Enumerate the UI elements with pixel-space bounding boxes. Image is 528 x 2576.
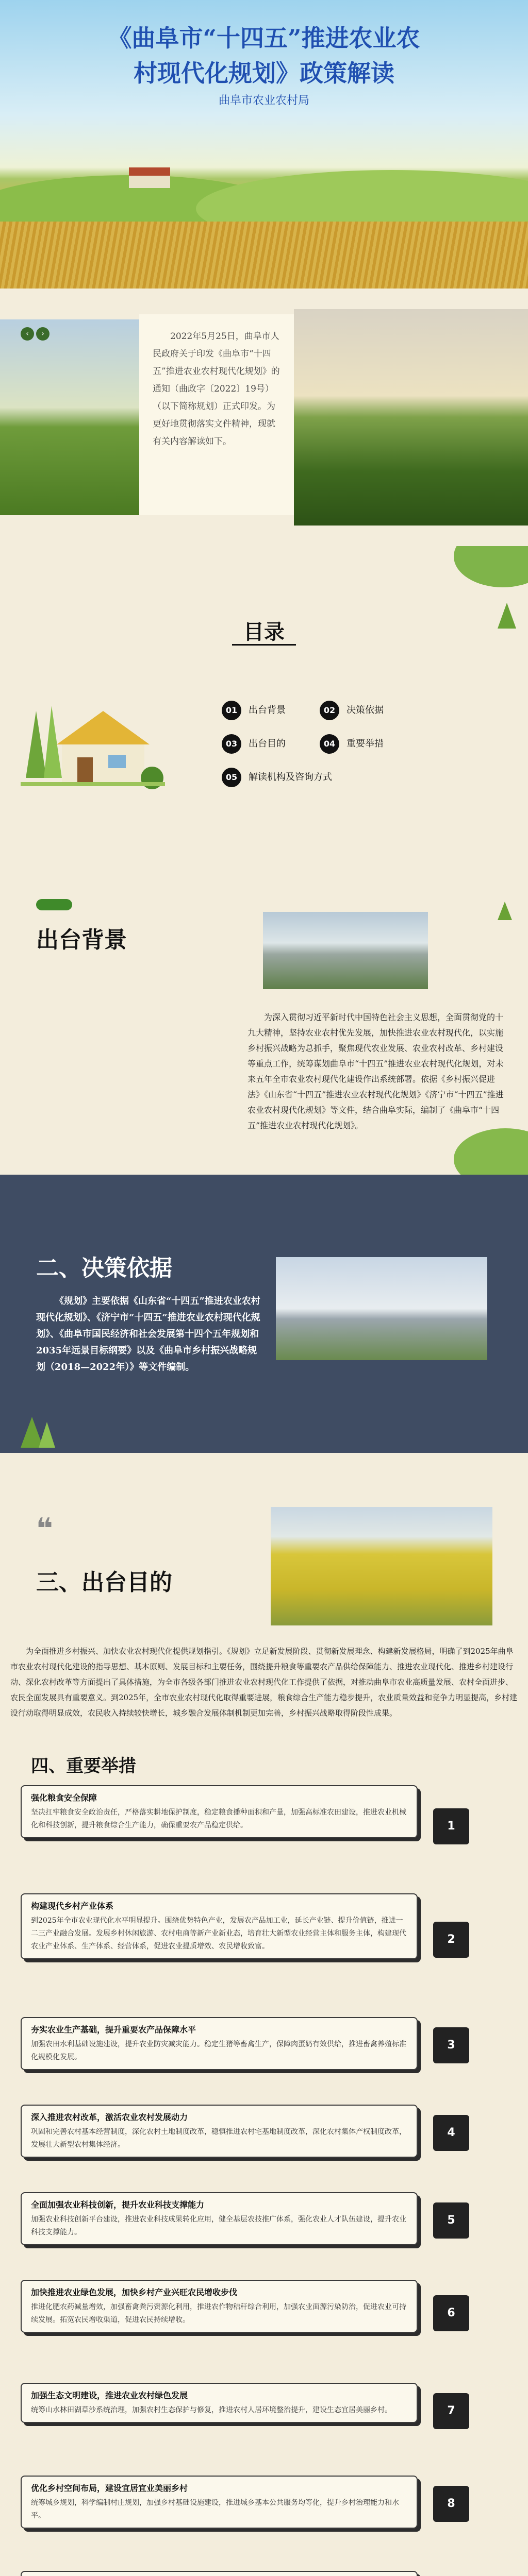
toc-number: 02 [320,701,339,720]
toc-label: 出台目的 [249,738,286,749]
facility-photo [276,1257,487,1360]
toc-item-5[interactable] [222,768,332,787]
section-heading: 二、决策依据 [36,1255,172,1281]
measure-title: 全面加强农业科技创新，提升农业科技支撑能力 [31,2200,205,2210]
measure-card [21,2476,418,2529]
quote-icon: ❝ [36,1512,53,1546]
measure-card [21,2105,418,2158]
measure-card [21,2192,418,2245]
rapeseed-photo [271,1507,492,1625]
background-section [0,840,528,1175]
measure-body: 坚决扛牢粮食安全政治责任，严格落实耕地保护制度，稳定粮食播种面积和产量，加强高标准农田建设，推进农业机械化和科技创新，提升粮食综合生产能力，确保重要农产品稳定供给。 [31,1808,406,1829]
measure-number: 6 [433,2295,469,2331]
measure-title: 加强生态文明建设，推进农业农村绿色发展 [31,2391,188,2400]
purpose-section [0,1453,528,1736]
tree-icon [39,1422,55,1448]
measure-number: 1 [433,1808,469,1844]
barn-illustration [129,167,170,188]
section-tag [36,899,72,910]
house-illustration [21,675,165,799]
measure-card [21,2017,418,2070]
issuer-subtitle: 曲阜市农业农村局 [218,94,309,107]
prev-button[interactable]: ‹ [21,327,34,341]
section-heading: 三、出台目的 [36,1569,172,1596]
section-body: 《规划》主要依据《山东省“十四五”推进农业农村现代化规划》、《济宁市“十四五”推进农业农村现代化规划》、《曲阜市国民经济和社会发展第十四个五年规划和2035年远景目标纲要》以及《曲阜市乡村振兴战略规划（2018—2022年）》等文件编制。 [36,1296,260,1372]
toc-number: 05 [222,768,241,787]
tree-icon [498,902,512,920]
greenhouse-photo [263,912,428,989]
hero-banner [0,0,528,289]
next-button[interactable]: › [36,327,50,341]
toc-number: 01 [222,701,241,720]
section-body: 为深入贯彻习近平新时代中国特色社会主义思想，全面贯彻党的十九大精神，坚持农业农村优先发展，加快推进农业农村现代化，以实施乡村振兴战略为总抓手，聚焦现代农业发展、农业农村改革、乡村建设等重点工作，统筹谋划曲阜市“十四五”推进农业农村现代化规划，对未来五年全市农业农村现代化建设作出系统部署。依据《乡村振兴促进法》《山东省“十四五”推进农业农村现代化规划》《济宁市“十四五”推进农业农村现代化规划》等文件，结合曲阜实际，编制了《曲阜市“十四五”推进农业农村现代化规划》。 [248,1012,504,1130]
field-photo-right [294,309,528,526]
section-heading: 四、重要举措 [31,1756,136,1776]
toc-divider [232,644,296,646]
basis-section [0,1175,528,1453]
hill-decoration [454,546,528,587]
measure-number: 5 [433,2202,469,2239]
toc-label: 出台背景 [249,705,286,716]
measure-title: 加快推进农业绿色发展，加快乡村产业兴旺农民增收步伐 [31,2287,238,2297]
measure-card [21,2280,418,2333]
measure-card [21,1785,418,1838]
measure-title: 优化乡村空间布局，建设宜居宜业美丽乡村 [31,2483,188,2493]
toc-label: 解读机构及咨询方式 [249,772,332,783]
toc-label: 决策依据 [346,705,384,716]
toc-item-2[interactable] [320,701,384,720]
measure-card [21,1893,418,1959]
measure-body: 推进化肥农药减量增效，加强畜禽粪污资源化利用，推进农作物秸秆综合利用，加强农业面源污染防治，促进农业可持续发展。拓宽农民增收渠道，促进农民持续增收。 [31,2303,406,2324]
measure-body: 到2025年全市农业现代化水平明显提升。围绕优势特色产业，发展农产品加工业，延长产业链、提升价值链，推进一二三产业融合发展。发展乡村休闲旅游、农村电商等新产业新业态，培育壮大新型农业经营主体和服务主体，构建现代农业产业体系、生产体系、经营体系，促进农业提质增效、农民增收致富。 [31,1917,406,1951]
measure-number: 2 [433,1922,469,1958]
toc-number: 04 [320,734,339,754]
page-title [31,21,497,91]
measure-title: 强化粮食安全保障 [31,1793,97,1803]
measure-card [21,2383,418,2423]
toc-title: 目录 [243,620,285,644]
section-heading: 出台背景 [36,927,127,953]
measure-number: 8 [433,2486,469,2522]
title-line-2: 村现代化规划》政策解读 [134,59,394,87]
measure-number: 7 [433,2393,469,2429]
toc-item-3[interactable] [222,734,286,754]
toc-item-1[interactable] [222,701,286,720]
measure-card [21,2571,418,2576]
field-photo-left [0,319,139,515]
measures-section [0,1736,528,2576]
intro-text: 2022年5月25日，曲阜市人民政府关于印发《曲阜市“十四五”推进农业农村现代化规划》的通知（曲政字〔2022〕19号）（以下简称规划）正式印发。为更好地贯彻落实文件精神，现就有关内容解读如下。 [139,314,294,515]
measure-number: 3 [433,2027,469,2063]
section-body: 为全面推进乡村振兴、加快农业农村现代化提供规划指引。《规划》立足新发展阶段、贯彻新发展理念、构建新发展格局，明确了到2025年曲阜市农业农村现代化建设的指导思想、基本原则、发展目标和主要任务，围绕提升粮食等重要农产品供给保障能力、推进农业现代化、推进乡村建设行动、深化农村改革等方面提出了具体措施，为全市各级各部门推进农业农村现代化工作提供了依据，对推动曲阜市农业高质量发展、农村全面进步、农民全面发展具有重要意义。到2025年，全市农业农村现代化取得重要进展，粮食综合生产能力稳步提升，农业质量效益和竞争力明显提高，乡村建设行动取得明显成效，农民收入持续较快增长，城乡融合发展体制机制更加完善，乡村振兴战略取得阶段性成果。 [10,1647,518,1718]
intro-section [0,289,528,546]
measure-body: 巩固和完善农村基本经营制度，深化农村土地制度改革，稳慎推进农村宅基地制度改革，深化农村集体产权制度改革，发展壮大新型农村集体经济。 [31,2128,406,2149]
measure-body: 加强农业科技创新平台建设，推进农业科技成果转化应用，健全基层农技推广体系，强化农业人才队伍建设，提升农业科技支撑能力。 [31,2215,406,2236]
measure-title: 构建现代乡村产业体系 [31,1901,114,1911]
toc-number: 03 [222,734,241,754]
wheat-field [0,222,528,289]
hill-decoration [454,1128,528,1175]
measure-number: 4 [433,2115,469,2151]
measure-body: 统筹城乡规划，科学编制村庄规划，加强乡村基础设施建设，推进城乡基本公共服务均等化，提升乡村治理能力和水平。 [31,2499,399,2520]
toc-item-4[interactable] [320,734,384,754]
title-line-1: 《曲阜市“十四五”推进农业农 [108,24,420,52]
toc-label: 重要举措 [346,738,384,749]
measure-body: 加强农田水利基础设施建设，提升农业防灾减灾能力。稳定生猪等畜禽生产，保障肉蛋奶有效供给，推进畜禽养殖标准化规模化发展。 [31,2040,406,2061]
measure-title: 夯实农业生产基础，提升重要农产品保障水平 [31,2025,196,2035]
measure-title: 深入推进农村改革，激活农业农村发展动力 [31,2112,188,2122]
toc-section [0,546,528,840]
measure-body: 统筹山水林田湖草沙系统治理，加强农村生态保护与修复，推进农村人居环境整治提升，建设生态宜居美丽乡村。 [31,2406,392,2414]
